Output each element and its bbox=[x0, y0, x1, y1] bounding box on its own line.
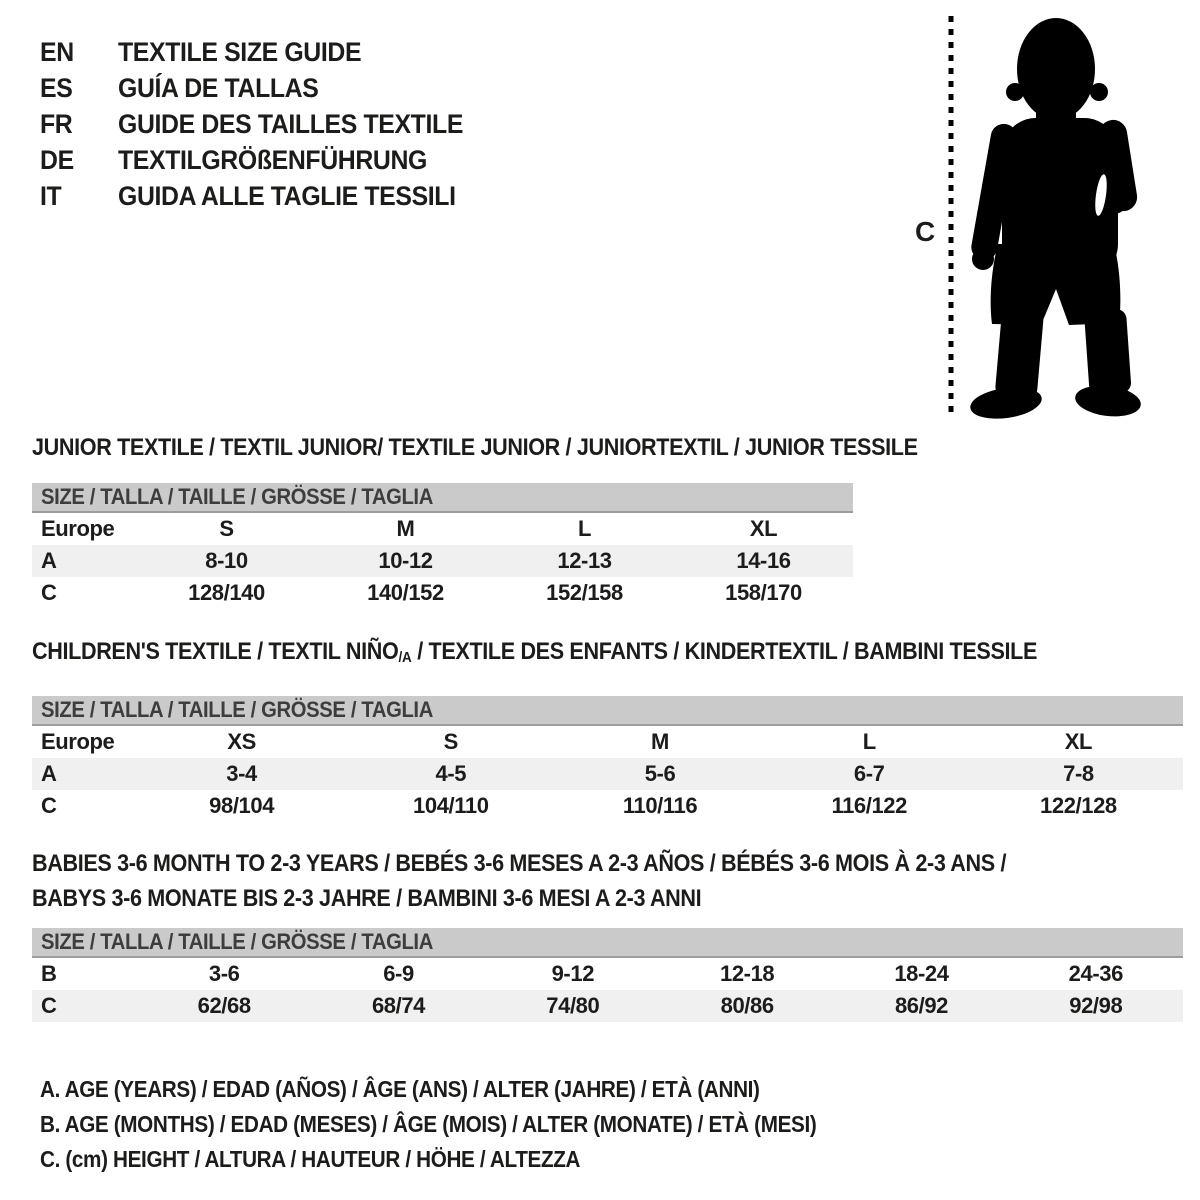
value-cell: 3-4 bbox=[226, 761, 257, 786]
language-code: FR bbox=[40, 109, 73, 139]
size-table bbox=[32, 696, 1183, 822]
value-cell: 68/74 bbox=[371, 993, 426, 1018]
row-label-cell: C bbox=[41, 793, 57, 818]
size-table-header-text: SIZE / TALLA / TAILLE / GRÖSSE / TAGLIA bbox=[41, 929, 433, 954]
value-cell: 8-10 bbox=[205, 548, 248, 573]
language-code: EN bbox=[40, 37, 74, 67]
value-cell: S bbox=[219, 516, 234, 541]
value-cell: 152/158 bbox=[546, 580, 623, 605]
value-cell: XS bbox=[227, 729, 256, 754]
value-cell: 92/98 bbox=[1069, 993, 1123, 1018]
language-title: TEXTILE SIZE GUIDE bbox=[118, 37, 362, 67]
section-title-text: JUNIOR TEXTILE / TEXTIL JUNIOR/ TEXTILE JUNIOR / JUNIORTEXTIL / JUNIOR TESSILE bbox=[32, 434, 918, 461]
value-cell: S bbox=[443, 729, 458, 754]
table-row bbox=[32, 545, 853, 577]
value-cell: XL bbox=[1064, 729, 1093, 754]
language-row bbox=[40, 142, 493, 178]
value-cell: 10-12 bbox=[378, 548, 433, 573]
language-code: IT bbox=[40, 181, 62, 211]
row-label-cell: C bbox=[41, 580, 57, 605]
value-cell: 86/92 bbox=[894, 993, 948, 1018]
value-cell: 12-18 bbox=[720, 961, 775, 986]
value-cell: 104/110 bbox=[413, 793, 489, 818]
babies-textile-section bbox=[32, 846, 1183, 1022]
language-row bbox=[40, 70, 493, 106]
row-label-cell: Europe bbox=[41, 516, 115, 541]
value-cell: 140/152 bbox=[367, 580, 444, 605]
value-cell: 98/104 bbox=[209, 793, 275, 818]
language-title: GUIDE DES TAILLES TEXTILE bbox=[118, 109, 464, 139]
size-table-header bbox=[32, 928, 1183, 958]
row-label-cell: Europe bbox=[41, 729, 115, 754]
footnote-line bbox=[40, 1142, 903, 1177]
size-table bbox=[32, 483, 853, 609]
table-row bbox=[32, 577, 853, 609]
value-cell: L bbox=[862, 729, 876, 754]
table-row bbox=[32, 758, 1183, 790]
size-table-header-text: SIZE / TALLA / TAILLE / GRÖSSE / TAGLIA bbox=[41, 697, 433, 722]
size-table-header bbox=[32, 696, 1183, 726]
row-label-cell: A bbox=[41, 548, 57, 573]
footnote-line bbox=[40, 1107, 903, 1142]
language-title: GUÍA DE TALLAS bbox=[118, 73, 319, 103]
row-label-cell: C bbox=[41, 993, 57, 1018]
language-title: TEXTILGRÖßENFÜHRUNG bbox=[118, 145, 428, 175]
section-title bbox=[32, 434, 918, 461]
footnote-text-c: C. (cm) HEIGHT / ALTURA / HAUTEUR / HÖHE / ALTEZZA bbox=[40, 1146, 581, 1172]
table-row bbox=[32, 513, 853, 545]
value-cell: 158/170 bbox=[725, 580, 802, 605]
section-title-text bbox=[32, 640, 1037, 670]
footnote-text-a: A. AGE (YEARS) / EDAD (AÑOS) / ÂGE (ANS) / ALTER (JAHRE) / ETÀ (ANNI) bbox=[40, 1076, 760, 1102]
row-label-cell: B bbox=[41, 961, 57, 986]
value-cell: 9-12 bbox=[551, 961, 595, 986]
value-cell: 18-24 bbox=[894, 961, 949, 986]
value-cell: 6-9 bbox=[383, 961, 414, 986]
language-code: ES bbox=[40, 73, 73, 103]
value-cell: 128/140 bbox=[188, 580, 265, 605]
language-legend bbox=[40, 34, 493, 214]
table-row bbox=[32, 958, 1183, 990]
footnotes bbox=[40, 1072, 903, 1177]
toddler-silhouette bbox=[962, 12, 1148, 422]
value-cell: 116/122 bbox=[831, 793, 907, 818]
junior-textile-section bbox=[32, 434, 918, 609]
value-cell: L bbox=[577, 516, 592, 541]
value-cell: XL bbox=[749, 516, 778, 541]
value-cell: 62/68 bbox=[197, 993, 251, 1018]
language-row bbox=[40, 106, 493, 142]
size-table-header bbox=[32, 483, 853, 513]
section-title-post: / TEXTILE DES ENFANTS / KINDERTEXTIL / BAMBINI TESSILE bbox=[411, 638, 1038, 665]
row-label-cell: A bbox=[41, 761, 57, 786]
value-cell: 122/128 bbox=[1040, 793, 1117, 818]
language-row bbox=[40, 34, 493, 70]
value-cell: M bbox=[396, 516, 415, 541]
value-cell: 7-8 bbox=[1063, 761, 1094, 786]
section-title-line1: BABIES 3-6 MONTH TO 2-3 YEARS / BEBÉS 3-6 MESES A 2-3 AÑOS / BÉBÉS 3-6 MOIS À 2-3 ANS / bbox=[32, 850, 1007, 877]
value-cell: 24-36 bbox=[1068, 961, 1123, 986]
value-cell: 6-7 bbox=[853, 761, 885, 786]
value-cell: 4-5 bbox=[435, 761, 467, 786]
table-row bbox=[32, 726, 1183, 758]
value-cell: 80/86 bbox=[720, 993, 774, 1018]
value-cell: 12-13 bbox=[557, 548, 612, 573]
language-title: GUIDA ALLE TAGLIE TESSILI bbox=[118, 181, 456, 211]
language-code: DE bbox=[40, 145, 74, 175]
height-figure bbox=[905, 10, 1200, 425]
size-table bbox=[32, 928, 1183, 1022]
section-title bbox=[32, 846, 1183, 916]
height-dimension-label: C bbox=[915, 216, 935, 247]
size-table-header-text: SIZE / TALLA / TAILLE / GRÖSSE / TAGLIA bbox=[41, 484, 433, 509]
table-row bbox=[32, 790, 1183, 822]
section-title-pre: CHILDREN'S TEXTILE / TEXTIL NIÑO bbox=[32, 638, 399, 665]
language-row bbox=[40, 178, 493, 214]
value-cell: 110/116 bbox=[622, 793, 698, 818]
childrens-textile-section bbox=[32, 640, 1183, 822]
value-cell: 3-6 bbox=[208, 961, 240, 986]
section-title-line2: BABYS 3-6 MONATE BIS 2-3 JAHRE / BAMBINI 3-6 MESI A 2-3 ANNI bbox=[32, 885, 702, 912]
section-title-subscript: /A bbox=[398, 649, 412, 666]
value-cell: M bbox=[651, 729, 669, 754]
footnote-text-b: B. AGE (MONTHS) / EDAD (MESES) / ÂGE (MOIS) / ALTER (MONATE) / ETÀ (MESI) bbox=[40, 1111, 817, 1137]
value-cell: 74/80 bbox=[546, 993, 600, 1018]
section-title bbox=[32, 640, 1183, 670]
footnote-line bbox=[40, 1072, 903, 1107]
table-row bbox=[32, 990, 1183, 1022]
height-measure-dashed-line bbox=[947, 16, 955, 418]
value-cell: 14-16 bbox=[736, 548, 791, 573]
value-cell: 5-6 bbox=[644, 761, 676, 786]
